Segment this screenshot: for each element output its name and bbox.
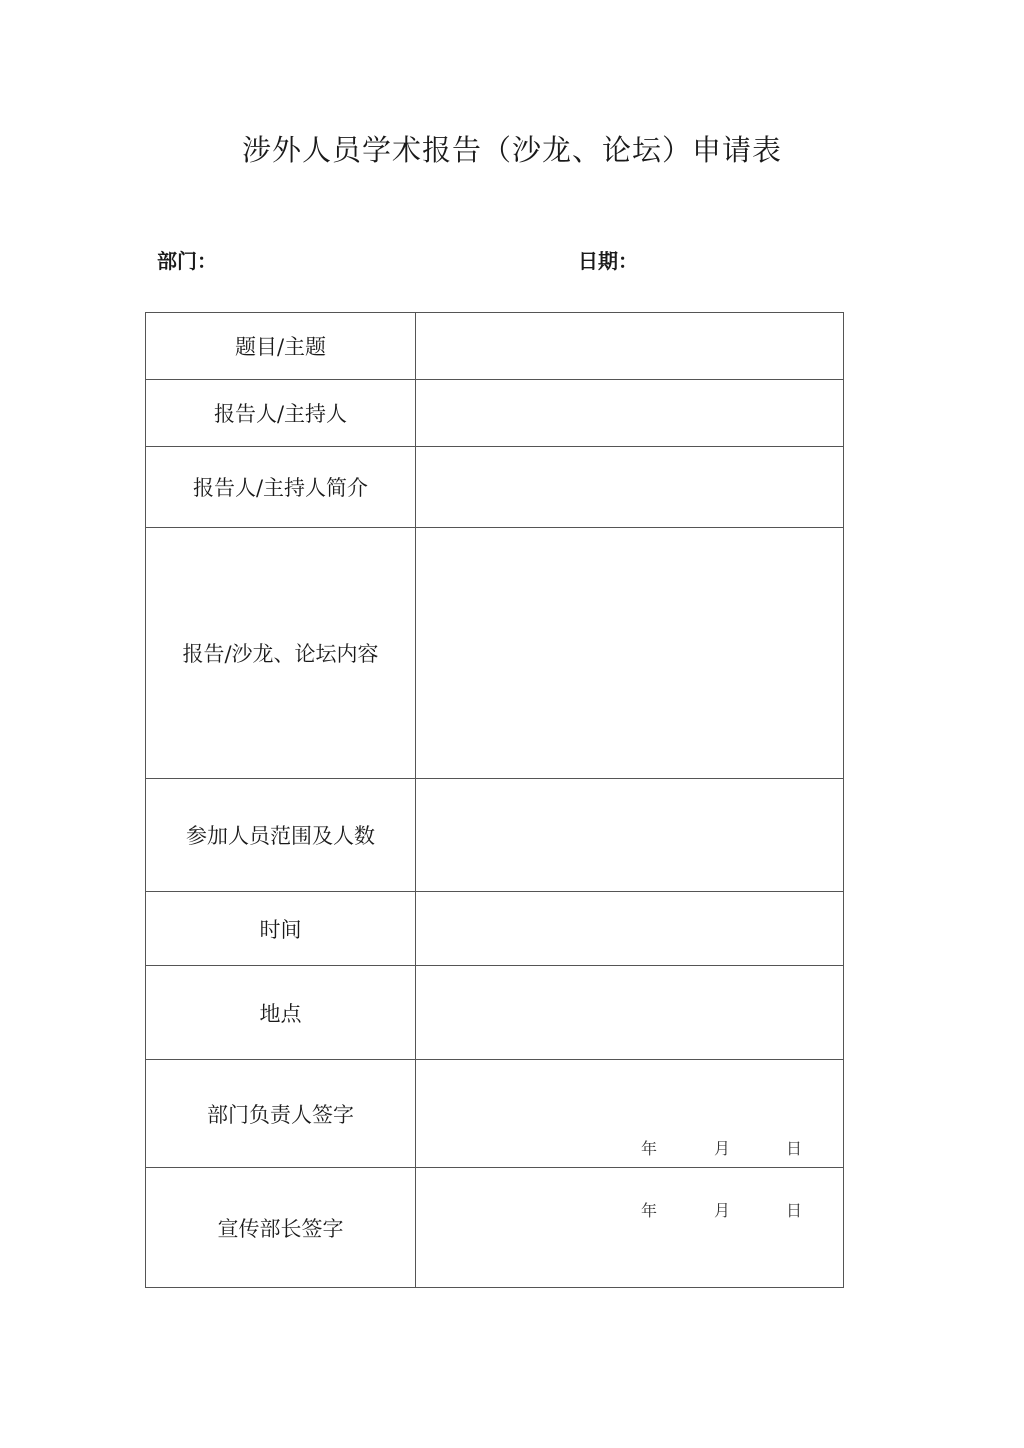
content-field[interactable] (416, 528, 844, 779)
form-row-speaker (146, 380, 844, 447)
month-label: 月 (714, 1201, 731, 1220)
form-row-publicity-head-signature (146, 1168, 844, 1288)
speaker-label: 报告人/主持人 (146, 380, 416, 447)
topic-label: 题目/主题 (146, 313, 416, 380)
document-title: 涉外人员学术报告（沙龙、论坛）申请表 (241, 133, 782, 167)
day-label: 日 (786, 1201, 803, 1220)
dept-head-signature-field[interactable] (416, 1060, 844, 1168)
year-label: 年 (641, 1201, 658, 1220)
publicity-head-signature-label: 宣传部长签字 (146, 1168, 416, 1288)
attendees-label: 参加人员范围及人数 (146, 779, 416, 892)
form-row-attendees (146, 779, 844, 892)
speaker-field[interactable] (416, 380, 844, 447)
application-form-table (145, 312, 844, 1288)
form-row-location (146, 966, 844, 1060)
year-label: 年 (641, 1139, 658, 1158)
attendees-field[interactable] (416, 779, 844, 892)
day-label: 日 (786, 1139, 803, 1158)
location-label: 地点 (146, 966, 416, 1060)
location-field[interactable] (416, 966, 844, 1060)
speaker-bio-label: 报告人/主持人简介 (146, 447, 416, 528)
dept-head-signature-date (641, 1136, 802, 1159)
form-row-dept-head-signature (146, 1060, 844, 1168)
speaker-bio-field[interactable] (416, 447, 844, 528)
month-label: 月 (714, 1139, 731, 1158)
form-row-speaker-bio (146, 447, 844, 528)
content-label: 报告/沙龙、论坛内容 (146, 528, 416, 779)
form-row-time (146, 892, 844, 966)
time-field[interactable] (416, 892, 844, 966)
form-row-topic (146, 313, 844, 380)
department-label: 部门： (157, 249, 217, 273)
publicity-head-signature-field[interactable] (416, 1168, 844, 1288)
dept-head-signature-label: 部门负责人签字 (146, 1060, 416, 1168)
form-row-content (146, 528, 844, 779)
time-label: 时间 (146, 892, 416, 966)
date-label: 日期： (578, 249, 638, 273)
topic-field[interactable] (416, 313, 844, 380)
publicity-head-signature-date (641, 1198, 802, 1221)
